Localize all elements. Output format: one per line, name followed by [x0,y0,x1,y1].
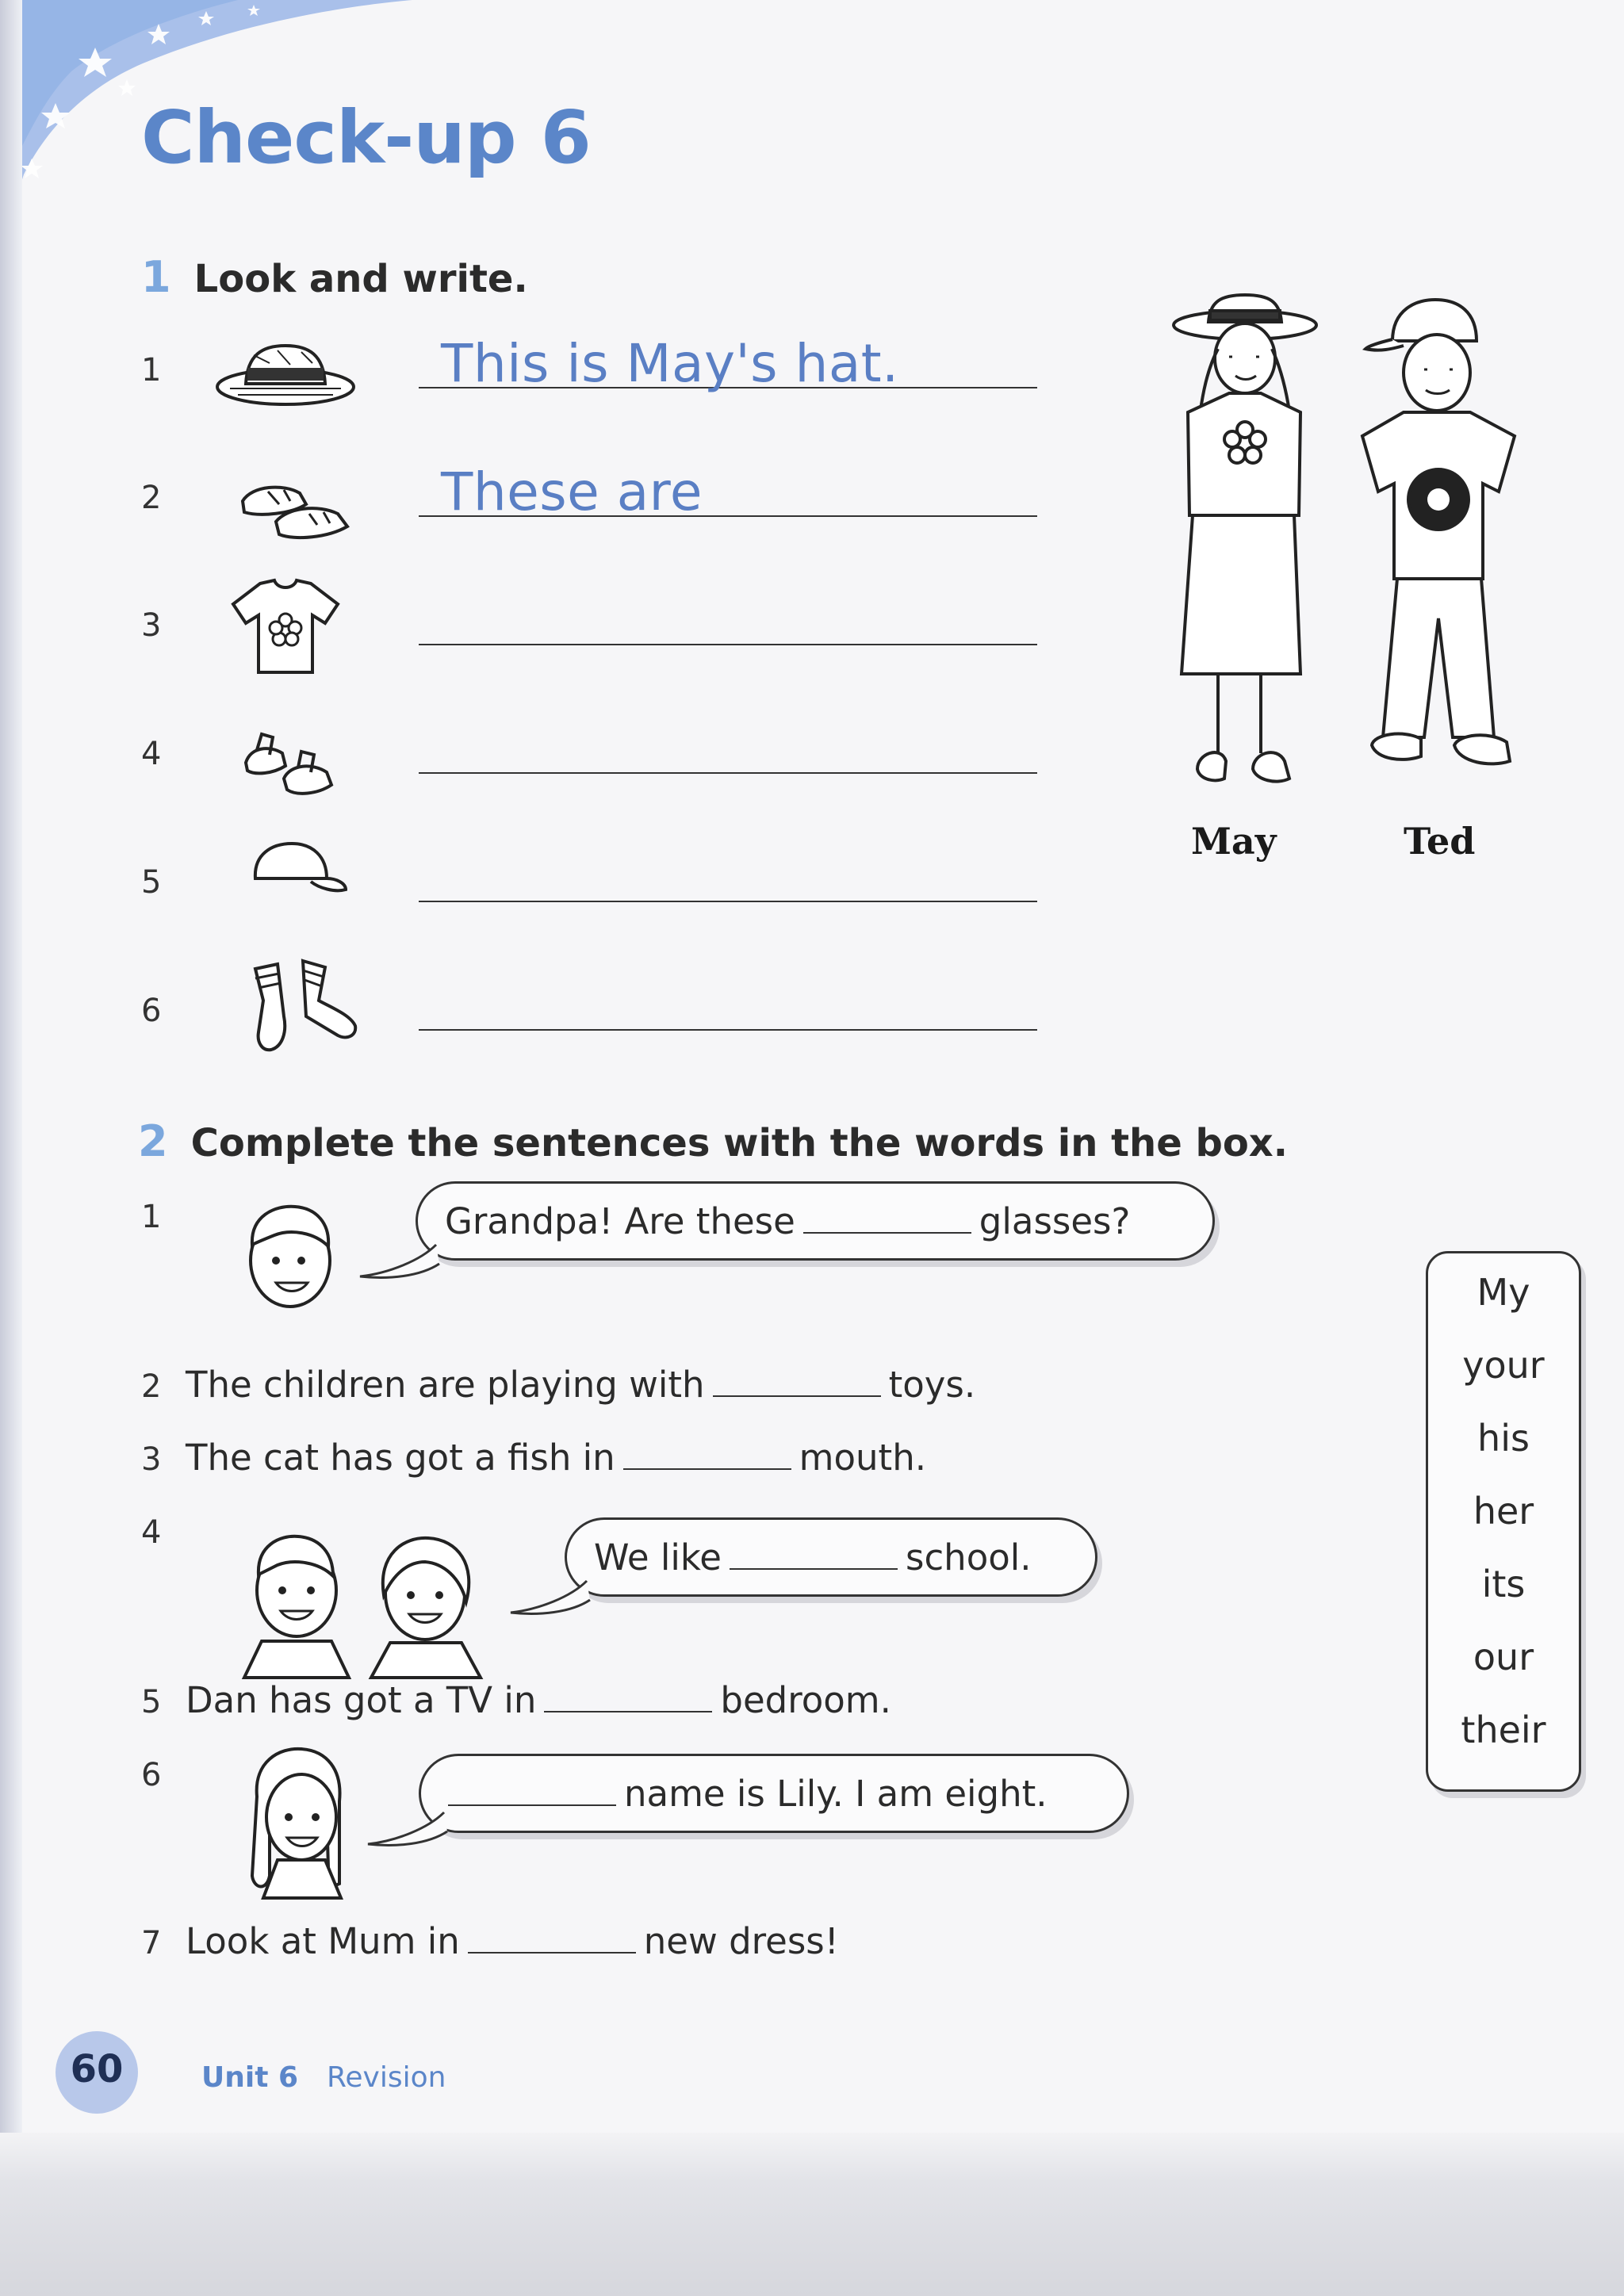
sentence-1 [445,1200,1130,1242]
word-box-item: their [1461,1709,1546,1751]
item-number: 7 [141,1925,162,1961]
page-title: Check-up 6 [141,95,591,180]
sentence-1-before: Grandpa! Are these [445,1200,795,1242]
item-number: 1 [141,352,162,388]
speech-bubble-tail [508,1573,595,1621]
answer-line[interactable] [419,772,1037,774]
two-children-illustration [238,1522,500,1681]
sentence-3-before: The cat has got a fish in [186,1437,615,1479]
item-number: 2 [141,1368,162,1405]
handwritten-answer-2: These are [441,461,703,522]
section2-header [138,1116,1288,1166]
section1-instruction: Look and write. [193,257,528,301]
word-box-item: his [1477,1417,1530,1460]
answer-line[interactable] [419,1029,1037,1031]
item-number: 6 [141,1757,162,1793]
sentence-2-before: The children are playing with [186,1364,705,1406]
sentence-1-after: glasses? [979,1200,1131,1242]
blank-2[interactable] [713,1387,881,1397]
sentence-4-after: school. [906,1536,1032,1578]
sentence-5-before: Dan has got a TV in [186,1679,537,1721]
may-and-ted-illustration [1142,293,1554,809]
sentence-6 [448,1773,1048,1815]
sentence-4 [594,1536,1032,1578]
item-number: 4 [141,1514,162,1551]
sentence-5-after: bedroom. [720,1679,891,1721]
page-spine-shadow [0,0,22,2296]
answer-line[interactable] [419,901,1037,902]
blank-5[interactable] [544,1703,712,1712]
item-number: 5 [141,1684,162,1720]
item-number: 3 [141,607,162,644]
name-label-may: May [1191,820,1277,863]
blank-7[interactable] [468,1944,636,1954]
answer-line[interactable] [419,644,1037,645]
hat-icon [214,331,357,411]
name-label-ted: Ted [1404,820,1476,863]
sentence-5 [186,1679,891,1721]
sentence-7-before: Look at Mum in [186,1920,460,1962]
blank-4[interactable] [730,1560,898,1570]
section2-number: 2 [138,1116,168,1166]
speech-bubble-1 [416,1181,1215,1261]
word-box-item: our [1473,1636,1534,1678]
item-number: 3 [141,1441,162,1478]
footer-section: Revision [327,2061,446,2094]
tshirt-flower-icon [228,576,343,679]
boy-face-illustration [235,1197,354,1316]
cap-icon [247,839,350,896]
word-box-item: My [1477,1271,1530,1314]
handwritten-answer-1: This is May's hat. [441,333,899,394]
item-number: 6 [141,993,162,1029]
sentence-4-before: We like [594,1536,722,1578]
item-number: 5 [141,864,162,901]
speech-bubble-tail [357,1237,444,1284]
page-number: 60 [70,2047,124,2091]
section2-instruction: Complete the sentences with the words in the box. [190,1121,1288,1165]
girl-lily-illustration [235,1741,370,1900]
sentence-7-after: new dress! [643,1920,839,1962]
speech-bubble-4 [565,1517,1097,1597]
sandals-icon [238,723,341,802]
sentence-2-after: toys. [888,1364,976,1406]
blank-6[interactable] [448,1797,616,1806]
shoes-icon [236,469,355,545]
item-number: 2 [141,480,162,516]
sentence-3 [186,1437,926,1479]
word-box-item: its [1481,1563,1526,1605]
footer-unit: Unit 6 [201,2061,298,2094]
section1-header [141,252,528,302]
item-number: 1 [141,1199,162,1235]
speech-bubble-tail [365,1804,452,1852]
speech-bubble-6 [419,1754,1129,1833]
page-bottom-shadow [0,2133,1624,2296]
sentence-7 [186,1920,839,1962]
word-box-item: her [1473,1490,1534,1533]
blank-1[interactable] [803,1224,971,1234]
sentence-3-after: mouth. [799,1437,927,1479]
section1-number: 1 [141,252,171,302]
word-box [1426,1251,1581,1792]
item-number: 4 [141,736,162,772]
sentence-2 [186,1364,975,1406]
word-box-item: your [1462,1344,1545,1387]
blank-3[interactable] [623,1460,791,1470]
sentence-6-after: name is Lily. I am eight. [624,1772,1048,1815]
socks-icon [239,953,366,1064]
